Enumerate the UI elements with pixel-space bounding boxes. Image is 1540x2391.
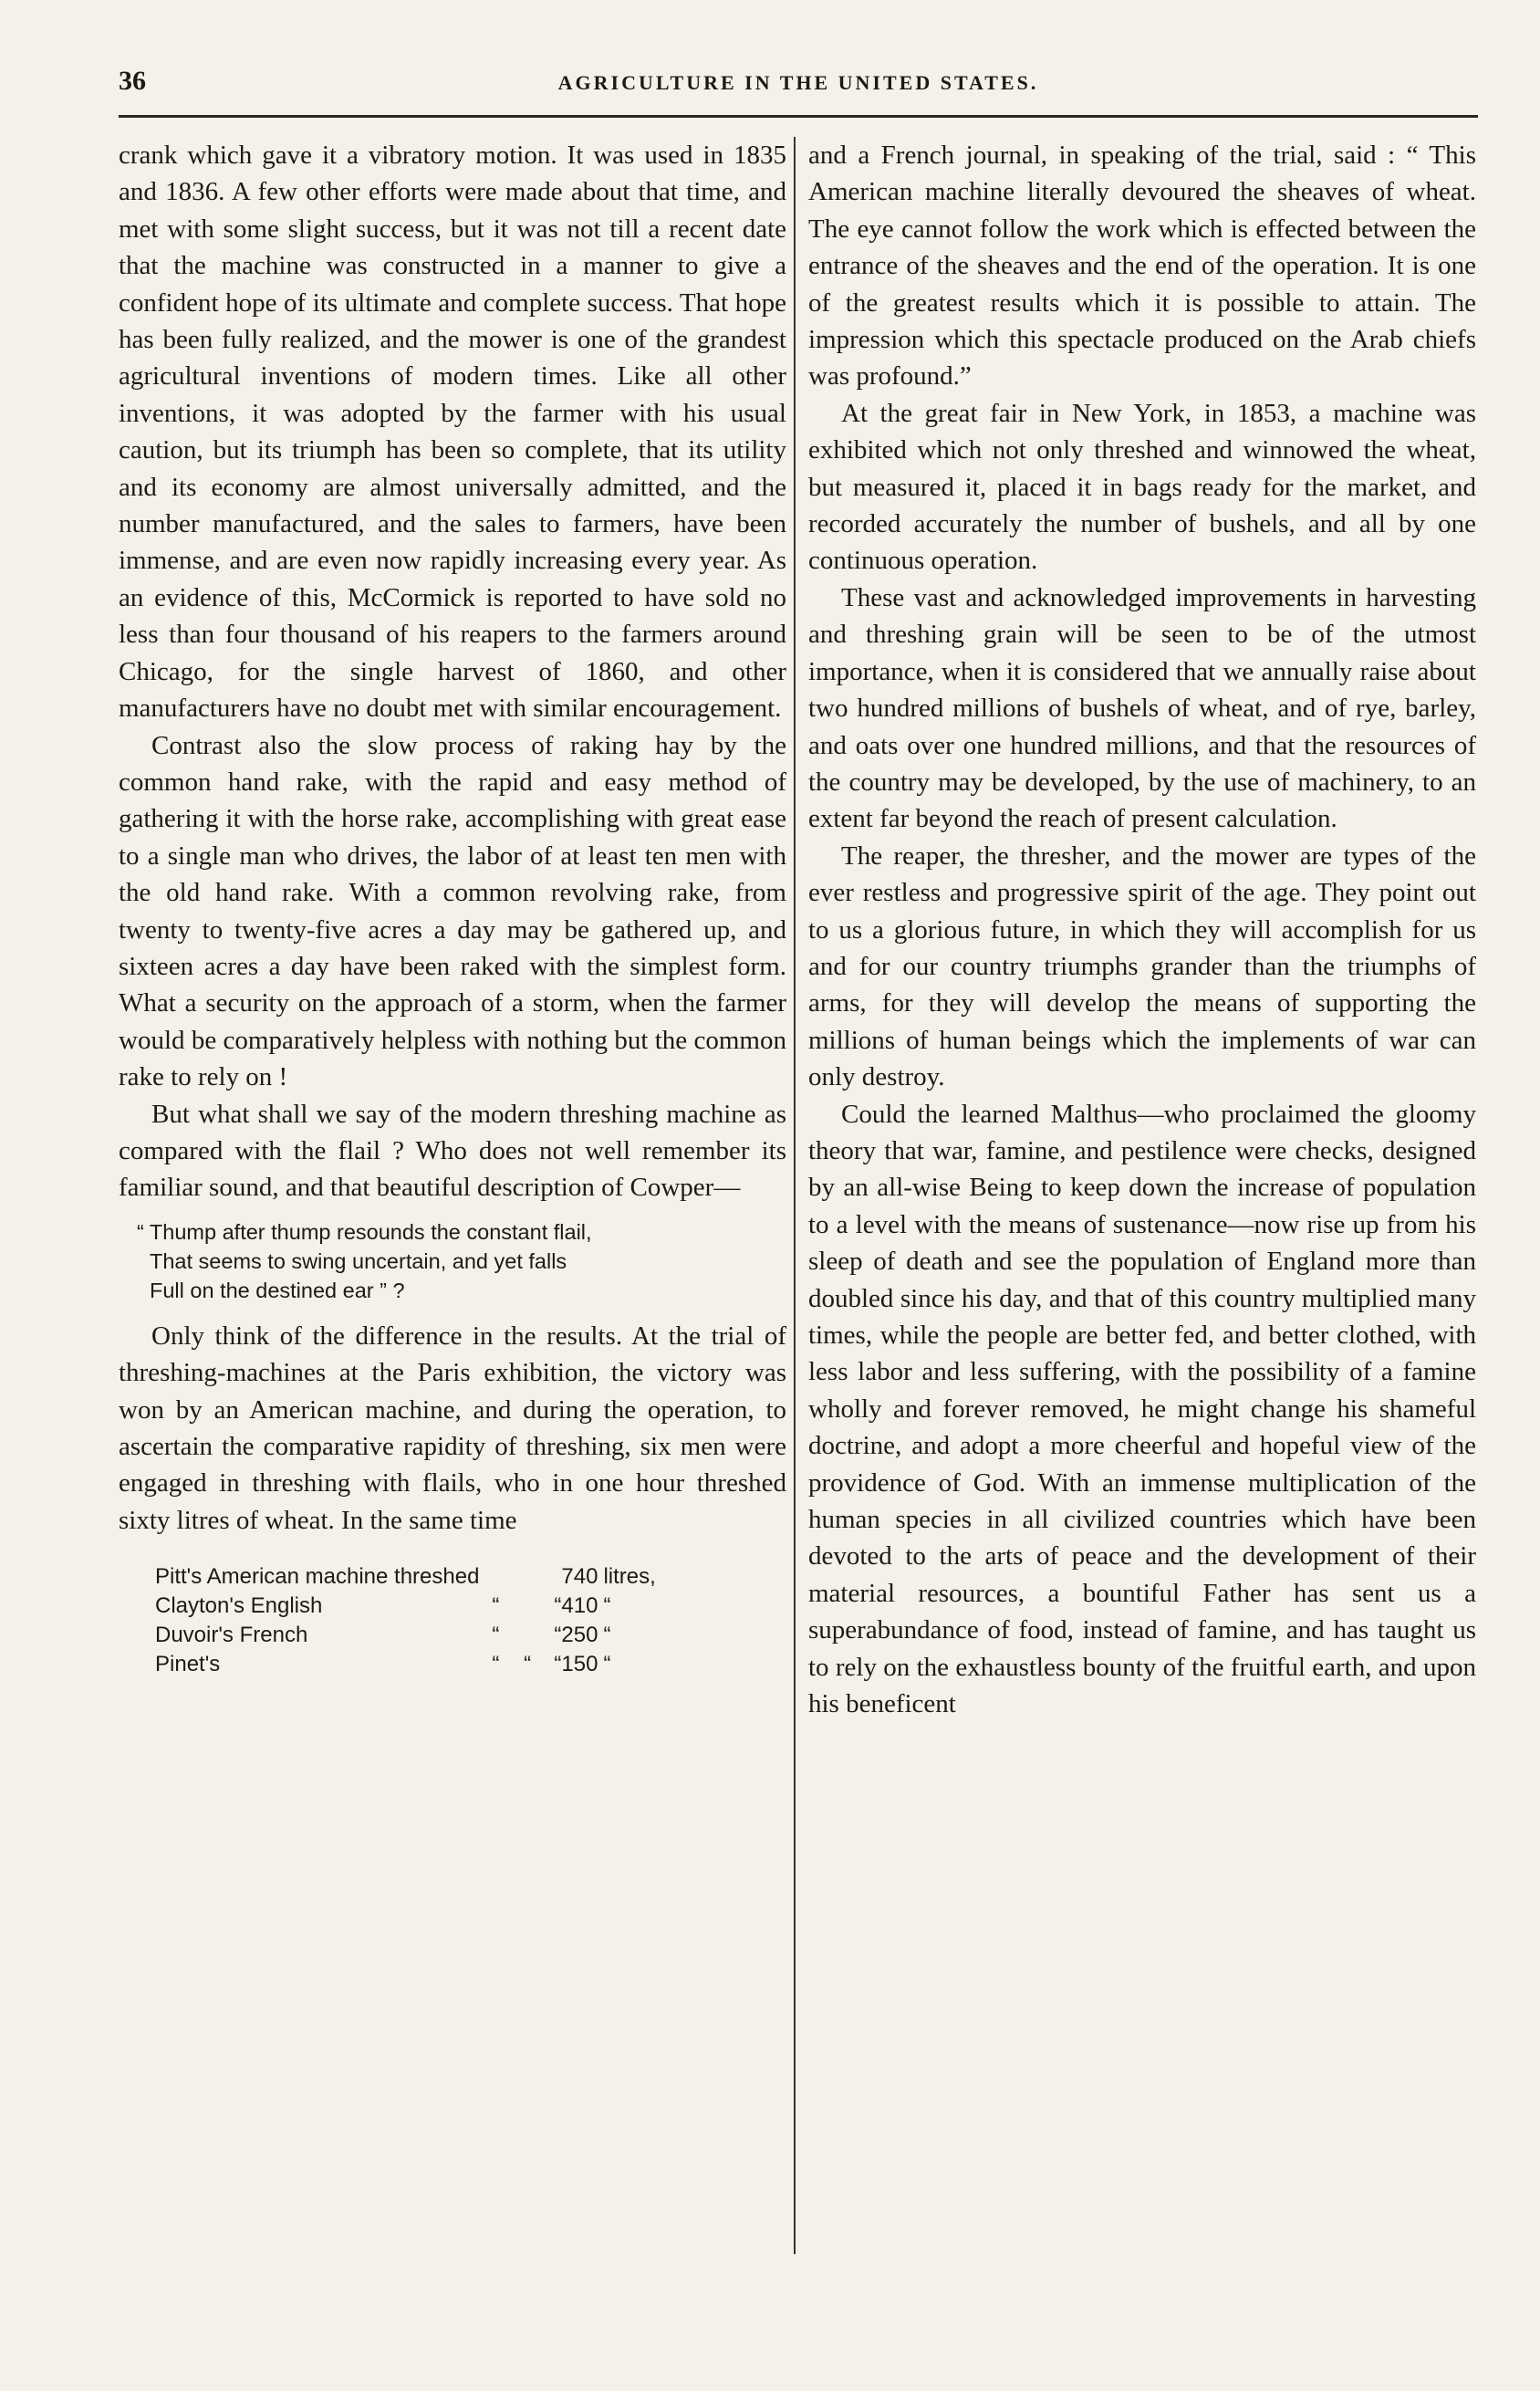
right-paragraph-1: and a French journal, in speaking of the trial, said : “ This American machine literally devoured the sheaves of wheat. The eye cannot follow the work which is effected between the entrance of the sheaves and the end of the operation. It is one of the greatest results which it is possible to attain. The impression which this spectacle produced on the Arab chiefs was profound.” bbox=[808, 141, 1476, 392]
left-paragraph-2: Contrast also the slow process of raking hay by the common hand rake, with the rapid and easy method of gathering it with the horse rake, accomplishing with great ease to a single man who drives, the labor of at least ten men with the old hand rake. With a common revolving rake, from twenty to twenty-five acres a day may be gathered up, and sixteen acres a day have been raked with the simplest form. What a security on the approach of a storm, when the farmer would be comparatively helpless with nothing but the common rake to rely on ! bbox=[119, 730, 786, 1092]
unit: “ bbox=[603, 1623, 611, 1648]
ditto-mark bbox=[492, 1562, 554, 1592]
right-column bbox=[808, 137, 1476, 1722]
right-paragraph-3: These vast and acknowledged improvements in harvesting and threshing grain will be seen to be of the utmost importance, when it is considered that we annually raise about two hundred millions of bushels of wheat, and of rye, barley, and oats over one hundred millions, and that the resources of the country may be developed, by the use of machinery, to an extent far beyond the reach of present calculation. bbox=[808, 582, 1476, 834]
cowper-quote bbox=[137, 1217, 786, 1305]
quote-line: “ Thump after thump resounds the constant flail, bbox=[137, 1219, 592, 1244]
header-rule bbox=[119, 115, 1478, 118]
ditto-mark: “ “ bbox=[492, 1652, 532, 1677]
right-paragraph-5: Could the learned Malthus—who proclaimed the gloomy theory that war, famine, and pestilence were checks, designed by an all-wise Being to keep down the increase of population to a level with the means of sustenance—now rise up from his sleep of death and see the population of England more than doubled since his day, and that of this country multiplied many times, while the people are better fed, and better clothed, with less labor and less suffering, with the possibility of a famine wholly and forever removed, he might change his shameful doctrine, and adopt a more cheerful and hopeful view of the providence of God. With an immense multiplication of the human species in all civilized countries which have been devoted to the arts of peace and the development of their material resources, a bountiful Father has sent us a superabundance of food, instead of famine, and has taught us to rely on the exhaustless bounty of the fruitful earth, and upon his beneficent bbox=[808, 1099, 1476, 1719]
machine-name: Clayton's English bbox=[155, 1593, 323, 1619]
machine-name: Duvoir's French bbox=[155, 1623, 308, 1648]
ditto-mark: “ bbox=[554, 1623, 562, 1648]
quote-line: Full on the destined ear ” ? bbox=[150, 1278, 405, 1302]
column-divider bbox=[794, 137, 796, 2254]
ditto-mark: “ bbox=[554, 1593, 562, 1619]
left-paragraph-1: crank which gave it a vibratory motion. It was used in 1835 and 1836. A few other efforts were made about that time, and met with some slight success, but it was not till a recent date that the machine was constructed in a manner to give a confident hope of its ultimate and complete success. That hope has been fully realized, and the mower is one of the grandest agricultural inventions of modern times. Like all other inventions, it was adopted by the farmer with his usual caution, but its triumph has been so complete, that its utility and its economy are almost universally admitted, and the number manufactured, and the sales to farmers, have been immense, and are even now rapidly increasing every year. As an evidence of this, McCormick is reported to have sold no less than four thousand of his reapers to the farmers around Chicago, for the single harvest of 1860, and other manufacturers have no doubt met with similar encouragement. bbox=[119, 141, 786, 724]
left-paragraph-3: But what shall we say of the modern threshing machine as compared with the flail ? Who does not well remember its familiar sound, and that beautiful description of Cowper— bbox=[119, 1099, 786, 1203]
right-paragraph-4: The reaper, the thresher, and the mower are types of the ever restless and progressive spirit of the age. They point out to us a glorious future, in which they will accomplish for us and for our country triumphs grander than the triumphs of arms, for they will develop the means of supporting the millions of human beings which the implements of war can only destroy. bbox=[808, 841, 1476, 1092]
running-head: AGRICULTURE IN THE UNITED STATES. bbox=[557, 71, 1039, 94]
litres-value: 250 bbox=[561, 1623, 598, 1648]
quote-line: That seems to swing uncertain, and yet falls bbox=[150, 1248, 567, 1273]
ditto-mark: “ bbox=[492, 1593, 500, 1619]
unit: “ bbox=[603, 1593, 611, 1619]
unit: “ bbox=[603, 1652, 611, 1677]
table-row bbox=[155, 1562, 656, 1592]
right-paragraph-2: At the great fair in New York, in 1853, a machine was exhibited which not only threshed and winnowed the wheat, but measured it, placed it in bags ready for the market, and recorded accurately the number of bushels, and all by one continuous operation. bbox=[808, 398, 1476, 576]
litres-value: 740 bbox=[561, 1564, 598, 1590]
machine-name: Pitt's American machine threshed bbox=[155, 1564, 480, 1590]
ditto-mark: “ bbox=[492, 1623, 500, 1648]
page-number: 36 bbox=[119, 66, 146, 96]
left-column bbox=[119, 137, 786, 1679]
table-row bbox=[155, 1592, 656, 1621]
table-row bbox=[155, 1650, 656, 1679]
litres-value: 150 bbox=[561, 1652, 598, 1677]
table-row bbox=[155, 1621, 656, 1650]
unit: litres, bbox=[603, 1564, 656, 1590]
litres-value: 410 bbox=[561, 1593, 598, 1619]
ditto-mark bbox=[554, 1562, 561, 1592]
page-header bbox=[119, 66, 1478, 106]
threshing-results-table bbox=[155, 1562, 656, 1679]
left-paragraph-4: Only think of the difference in the results. At the trial of threshing-machines at the Paris exhibition, the victory was won by an American machine, and during the operation, to ascertain the comparative rapidity of threshing, six men were engaged in threshing with flails, who in one hour threshed sixty litres of wheat. In the same time bbox=[119, 1321, 786, 1535]
machine-name: Pinet's bbox=[155, 1652, 221, 1677]
ditto-mark: “ bbox=[554, 1652, 562, 1677]
